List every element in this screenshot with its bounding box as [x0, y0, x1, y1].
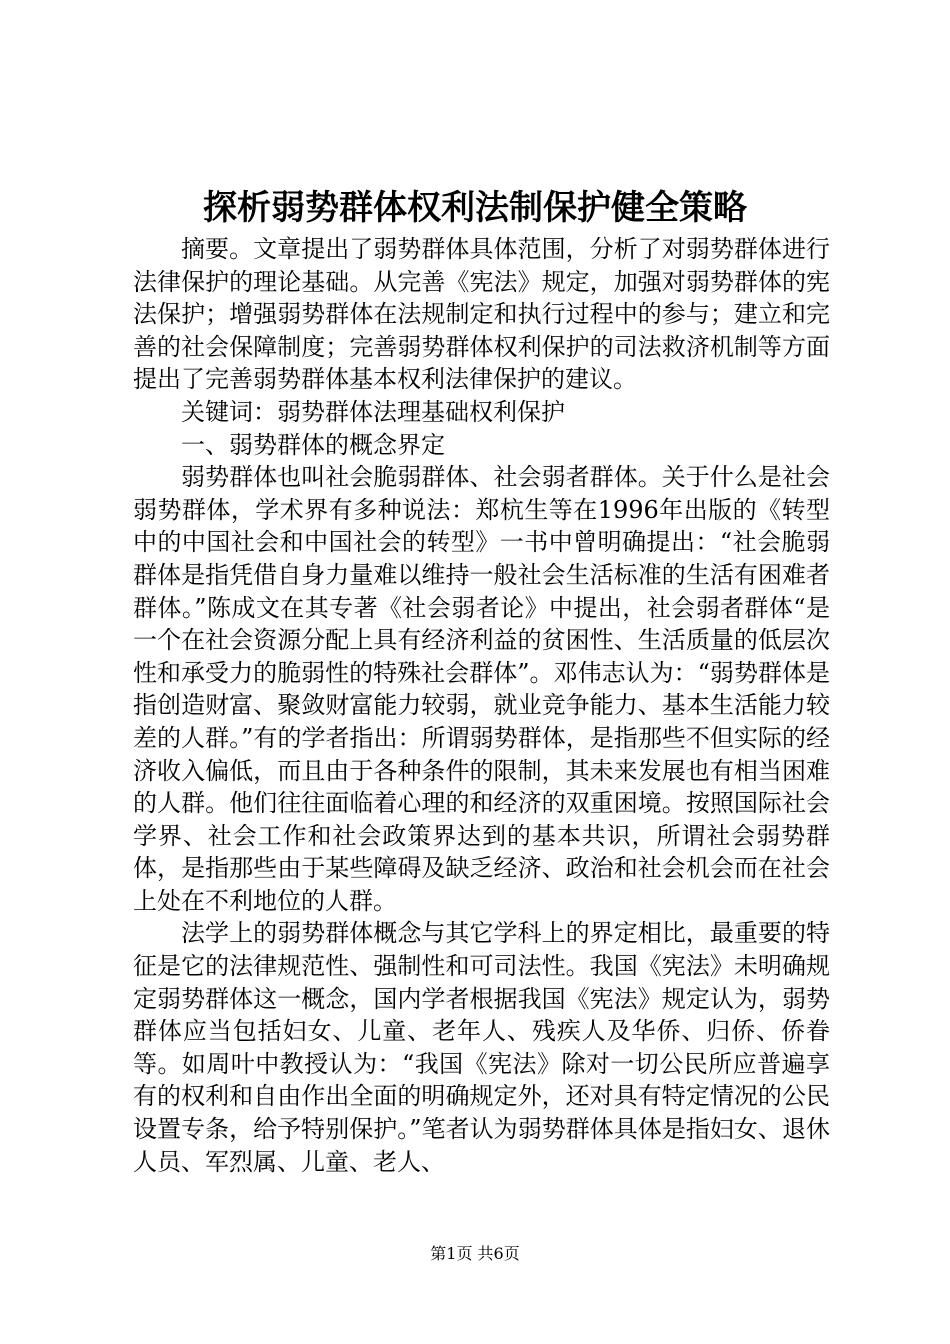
- keywords-paragraph: 关键词：弱势群体法理基础权利保护: [181, 397, 565, 426]
- document-title: 探析弱势群体权利法制保护健全策略: [203, 188, 747, 228]
- section-heading: 一、弱势群体的概念界定: [181, 430, 445, 459]
- body-paragraph: 法学上的弱势群体概念与其它学科上的界定相比，最重要的特征是它的法律规范性、强制性和可司法性。我国《宪法》未明确规定弱势群体这一概念，国内学者根据我国《宪法》规定认为，弱势群体应当包括妇女、儿童、老年人、残疾人及华侨、归侨、侨眷等。如周叶中教授认为：“我国《宪法》除对一切公民所应普遍享有的权利和自由作出全面的明确规定外，还对具有特定情况的公民设置专条，给予特别保护。”笔者认为弱势群体具体是指妇女、退休人员、军烈属、儿童、老人、: [133, 919, 830, 1176]
- body-paragraph: 弱势群体也叫社会脆弱群体、社会弱者群体。关于什么是社会弱势群体，学术界有多种说法：郑杭生等在1996年出版的《转型中的中国社会和中国社会的转型》一书中曾明确提出：“社会脆弱群体是指凭借自身力量难以维持一般社会生活标准的生活有困难者群体。”陈成文在其专著《社会弱者论》中提出，社会弱者群体“是一个在社会资源分配上具有经济利益的贫困性、生活质量的低层次性和承受力的脆弱性的特殊社会群体”。邓伟志认为：“弱势群体是指创造财富、聚敛财富能力较弱，就业竞争能力、基本生活能力较差的人群。”有的学者指出：所谓弱势群体，是指那些不但实际的经济收入偏低，而且由于各种条件的限制，其未来发展也有相当困难的人群。他们往往面临着心理的和经济的双重困境。按照国际社会学界、社会工作和社会政策界达到的基本共识，所谓社会弱势群体，是指那些由于某些障碍及缺乏经济、政治和社会机会而在社会上处在不利地位的人群。: [133, 463, 830, 915]
- page-footer: [0, 1243, 950, 1265]
- page-number: 第1页 共6页: [430, 1244, 520, 1263]
- abstract-paragraph: 摘要。文章提出了弱势群体具体范围，分析了对弱势群体进行法律保护的理论基础。从完善《宪法》规定，加强对弱势群体的宪法保护；增强弱势群体在法规制定和执行过程中的参与；建立和完善的社会保障制度；完善弱势群体权利保护的司法救济机制等方面提出了完善弱势群体基本权利法律保护的建议。: [133, 235, 830, 394]
- document-body: [133, 233, 830, 1178]
